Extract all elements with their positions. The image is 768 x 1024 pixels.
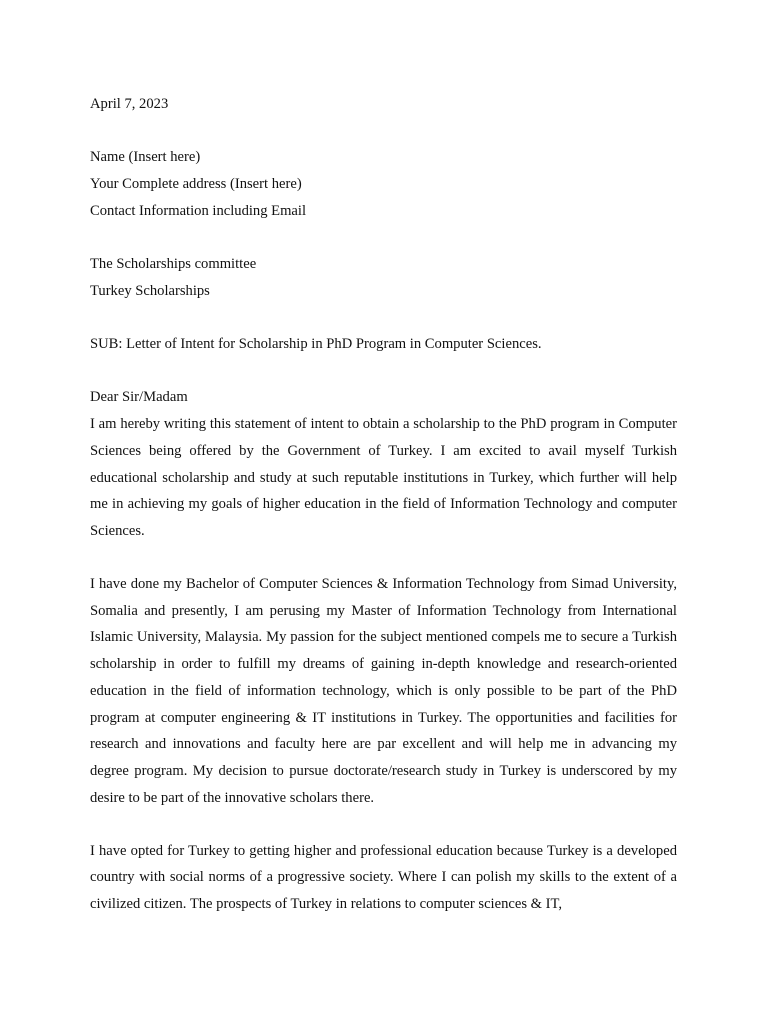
spacer: [90, 305, 677, 331]
spacer: [90, 812, 677, 838]
subject-line: SUB: Letter of Intent for Scholarship in PhD Program in Computer Sciences.: [90, 336, 542, 352]
sender-address: Your Complete address (Insert here): [90, 176, 302, 192]
sender-name: Name (Insert here): [90, 149, 201, 165]
recipient-block: [90, 251, 677, 305]
spacer: [90, 358, 677, 384]
spacer: [90, 118, 677, 144]
spacer: [90, 225, 677, 251]
paragraph-1: I am hereby writing this statement of intent to obtain a scholarship to the PhD program in Computer Sciences being offered by the Government of Turkey. I am excited to avail myself Turkish educational scholarship and study at such reputable institutions in Turkey, which further will help me in achieving my goals of higher education in the field of Information Technology and computer Sciences.: [90, 416, 677, 539]
paragraph-2: I have done my Bachelor of Computer Sciences & Information Technology from Simad University, Somalia and presently, I am perusing my Master of Information Technology from International Islamic University, Malaysia. My passion for the subject mentioned compels me to secure a Turkish scholarship in order to fulfill my dreams of gaining in-depth knowledge and research-oriented education in the field of information technology, which is only possible to be part of the PhD program at computer engineering & IT institutions in Turkey. The opportunities and facilities for research and innovations and faculty here are par excellent and will help me in advancing my degree program. My decision to pursue doctorate/research study in Turkey is underscored by my desire to be part of the innovative scholars there.: [90, 575, 677, 806]
paragraph-3: I have opted for Turkey to getting higher and professional education because Turkey is a developed country with social norms of a progressive society. Where I can polish my skills to the extent of a civilized citizen. The prospects of Turkey in relations to computer sciences & IT,: [90, 842, 677, 912]
sender-block: [90, 144, 677, 225]
letter-date: April 7, 2023: [90, 96, 169, 112]
recipient-line-1: The Scholarships committee: [90, 256, 257, 272]
recipient-line-2: Turkey Scholarships: [90, 283, 210, 299]
salutation: Dear Sir/Madam: [90, 389, 188, 405]
spacer: [90, 545, 677, 571]
sender-contact: Contact Information including Email: [90, 203, 307, 219]
letter-body: [90, 91, 677, 918]
